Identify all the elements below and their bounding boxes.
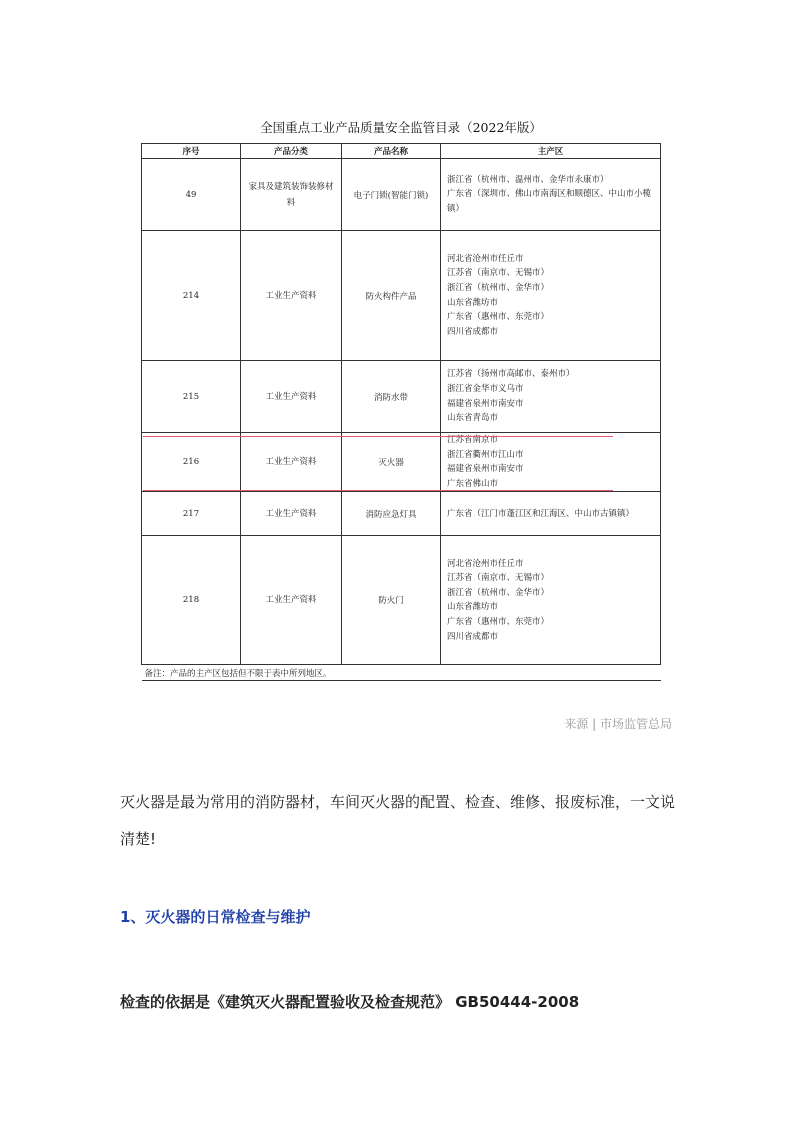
region-line: 河北省沧州市任丘市: [447, 558, 524, 569]
basis-text: 检查的依据是《建筑灭火器配置验收及检查规范》 GB50444-2008: [120, 993, 580, 1011]
region-line: 广东省（惠州市、东莞市）: [447, 312, 550, 323]
region-line: 四川省成都市: [447, 631, 499, 642]
region-line: 浙江省（杭州市、金华市）: [447, 587, 550, 598]
region-line: 江苏省（南京市、无锡市）: [447, 573, 550, 584]
row-product: 防火构件产品: [342, 231, 441, 361]
region-line: 福建省泉州市南安市: [447, 464, 524, 475]
header-product: 产品名称: [342, 144, 441, 159]
region-line: 广东省佛山市: [447, 478, 499, 489]
row-product: 电子门锁(智能门锁): [342, 159, 441, 231]
row-product: 消防应急灯具: [342, 492, 441, 536]
region-line: 广东省（深圳市、佛山市南海区和顺德区、中山市小榄镇）: [447, 189, 652, 214]
region-line: 山东省青岛市: [447, 413, 499, 424]
region-line: 福建省泉州市南安市: [447, 398, 524, 409]
section-heading: 1、灭火器的日常检查与维护: [120, 908, 311, 926]
row-product: 防火门: [342, 536, 441, 665]
intro-paragraph: 灭火器是最为常用的消防器材，车间灭火器的配置、检查、维修、报废标准，一文说清楚!: [120, 793, 676, 848]
region-line: 浙江省金华市义乌市: [447, 383, 524, 394]
row-category: 工业生产资料: [241, 433, 342, 492]
region-line: 浙江省（杭州市、温州市、金华市永康市）: [447, 174, 609, 185]
region-line: 江苏省（扬州市高邮市、泰州市）: [447, 369, 575, 380]
region-line: 浙江省衢州市江山市: [447, 449, 524, 460]
table-title: 全国重点工业产品质量安全监管目录（2022年版）: [260, 120, 542, 135]
row-category: 工业生产资料: [241, 536, 342, 665]
row-number: 217: [142, 492, 241, 536]
table-row: [142, 159, 661, 231]
row-regions: [441, 231, 661, 361]
row-regions: [441, 536, 661, 665]
row-number: 216: [142, 433, 241, 492]
row-category: 工业生产资料: [241, 361, 342, 433]
region-line: 广东省（惠州市、东莞市）: [447, 616, 550, 627]
region-line: 河北省沧州市任丘市: [447, 253, 524, 264]
row-category: 家具及建筑装饰装修材料: [241, 159, 342, 231]
row-product: 灭火器: [342, 433, 441, 492]
catalog-table: [141, 143, 661, 681]
header-regions: 主产区: [441, 144, 661, 159]
region-line: 江苏省南京市: [447, 435, 499, 445]
region-line: 浙江省（杭州市、金华市）: [447, 282, 550, 293]
table-row: [142, 231, 661, 361]
table-row: [142, 536, 661, 665]
row-regions: [441, 361, 661, 433]
row-category: 工业生产资料: [241, 231, 342, 361]
row-regions: [441, 159, 661, 231]
region-line: 山东省潍坊市: [447, 297, 499, 308]
row-regions: [441, 492, 661, 536]
row-number: 218: [142, 536, 241, 665]
row-number: 49: [142, 159, 241, 231]
table-row: [142, 361, 661, 433]
region-line: 山东省潍坊市: [447, 602, 499, 613]
row-number: 214: [142, 231, 241, 361]
product-catalog-table-image: [141, 113, 661, 681]
row-number: 215: [142, 361, 241, 433]
row-regions: [441, 433, 661, 492]
header-category: 产品分类: [241, 144, 342, 159]
table-row: [142, 492, 661, 536]
region-line: 江苏省（南京市、无锡市）: [447, 268, 550, 279]
row-product: 消防水带: [342, 361, 441, 433]
header-no: 序号: [142, 144, 241, 159]
region-line: 广东省（江门市蓬江区和江海区、中山市古镇镇）: [447, 508, 635, 519]
table-note: 备注：产品的主产区包括但不限于表中所列地区。: [142, 665, 661, 681]
region-line: 四川省成都市: [447, 326, 499, 337]
table-row: [142, 433, 661, 492]
row-category: 工业生产资料: [241, 492, 342, 536]
source-caption: 来源 | 市场监管总局: [564, 717, 672, 731]
